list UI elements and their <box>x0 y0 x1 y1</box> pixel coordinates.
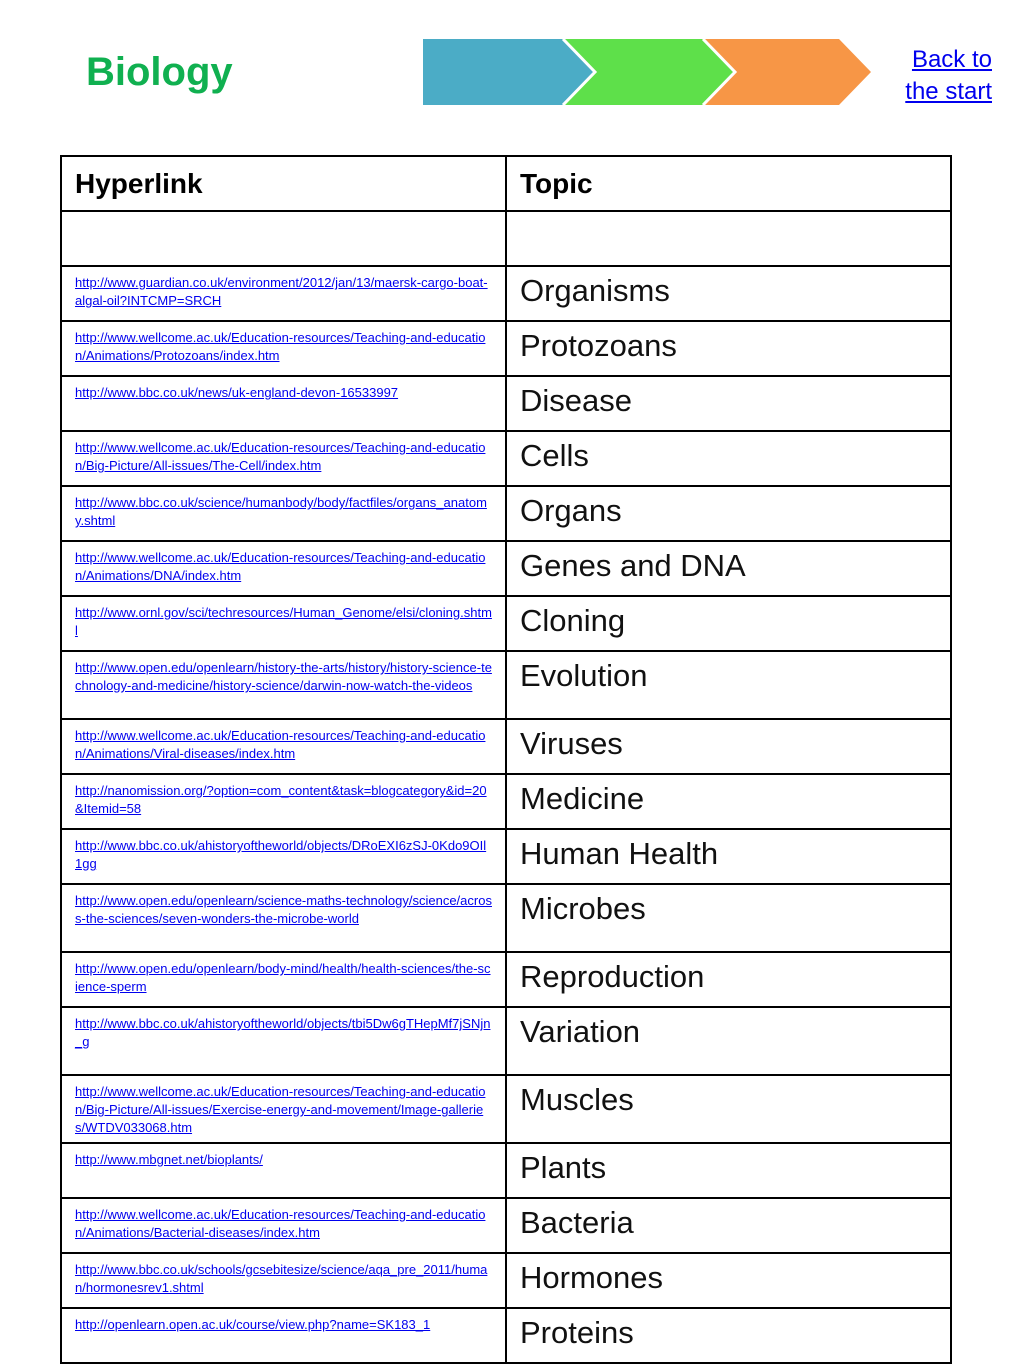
hyperlink-cell[interactable]: http://www.ornl.gov/sci/techresources/Human_Genome/elsi/cloning.shtml <box>61 596 506 651</box>
topic-cell: Organisms <box>506 266 951 321</box>
table-row <box>61 596 951 651</box>
table-row <box>61 774 951 829</box>
table-row <box>61 266 951 321</box>
hyperlink-cell[interactable]: http://www.open.edu/openlearn/science-maths-technology/science/across-the-sciences/seven-wonders-the-microbe-world <box>61 884 506 952</box>
topic-cell: Plants <box>506 1143 951 1198</box>
table-row <box>61 321 951 376</box>
navigation-arrows <box>423 39 871 105</box>
table-row <box>61 1007 951 1075</box>
table-row <box>61 884 951 952</box>
table-row <box>61 829 951 884</box>
page-title: Biology <box>86 50 233 94</box>
table-row <box>61 211 951 266</box>
topic-cell: Organs <box>506 486 951 541</box>
topic-cell: Cells <box>506 431 951 486</box>
table-row <box>61 1075 951 1143</box>
topic-cell: Evolution <box>506 651 951 719</box>
table-body <box>61 211 951 1363</box>
topic-cell: Bacteria <box>506 1198 951 1253</box>
hyperlink-cell[interactable]: http://nanomission.org/?option=com_content&task=blogcategory&id=20&Itemid=58 <box>61 774 506 829</box>
topic-cell: Reproduction <box>506 952 951 1007</box>
table-row <box>61 1143 951 1198</box>
hyperlink-cell[interactable]: http://www.bbc.co.uk/ahistoryoftheworld/objects/DRoEXI6zSJ-0Kdo9OIl1gg <box>61 829 506 884</box>
table-row <box>61 541 951 596</box>
hyperlink-cell[interactable]: http://www.open.edu/openlearn/body-mind/health/health-sciences/the-science-sperm <box>61 952 506 1007</box>
table-row <box>61 1198 951 1253</box>
table-row <box>61 486 951 541</box>
topic-cell: Muscles <box>506 1075 951 1143</box>
topic-cell: Disease <box>506 376 951 431</box>
topic-cell: Proteins <box>506 1308 951 1363</box>
table-row <box>61 952 951 1007</box>
topic-column-header: Topic <box>506 156 951 211</box>
hyperlink-cell[interactable]: http://openlearn.open.ac.uk/course/view.php?name=SK183_1 <box>61 1308 506 1363</box>
hyperlink-cell[interactable]: http://www.bbc.co.uk/ahistoryoftheworld/objects/tbi5Dw6gTHepMf7jSNjn_g <box>61 1007 506 1075</box>
table-row <box>61 651 951 719</box>
back-link-line-1[interactable]: Back to <box>911 46 992 73</box>
table-row <box>61 1253 951 1308</box>
hyperlink-cell[interactable]: http://www.wellcome.ac.uk/Education-resources/Teaching-and-education/Big-Picture/All-issues/The-Cell/index.htm <box>61 431 506 486</box>
table-row <box>61 431 951 486</box>
back-link-line-2[interactable]: the start <box>905 78 992 105</box>
hyperlink-cell[interactable]: http://www.wellcome.ac.uk/Education-resources/Teaching-and-education/Animations/Protozoans/index.htm <box>61 321 506 376</box>
topic-cell: Protozoans <box>506 321 951 376</box>
topic-cell: Medicine <box>506 774 951 829</box>
hyperlink-cell[interactable]: http://www.wellcome.ac.uk/Education-resources/Teaching-and-education/Animations/Viral-diseases/index.htm <box>61 719 506 774</box>
topic-cell: Human Health <box>506 829 951 884</box>
topic-cell <box>506 211 951 266</box>
hyperlink-cell[interactable]: http://www.wellcome.ac.uk/Education-resources/Teaching-and-education/Animations/Bacterial-diseases/index.htm <box>61 1198 506 1253</box>
table-row <box>61 719 951 774</box>
links-table <box>60 155 952 1364</box>
hyperlink-cell[interactable]: http://www.bbc.co.uk/science/humanbody/body/factfiles/organs_anatomy.shtml <box>61 486 506 541</box>
hyperlink-cell[interactable]: http://www.bbc.co.uk/news/uk-england-devon-16533997 <box>61 376 506 431</box>
table-header-row <box>61 156 951 211</box>
arrow-step-1 <box>423 39 595 105</box>
hyperlink-cell <box>61 211 506 266</box>
topic-cell: Viruses <box>506 719 951 774</box>
topic-cell: Cloning <box>506 596 951 651</box>
hyperlink-cell[interactable]: http://www.mbgnet.net/bioplants/ <box>61 1143 506 1198</box>
hyperlink-cell[interactable]: http://www.wellcome.ac.uk/Education-resources/Teaching-and-education/Animations/DNA/index.htm <box>61 541 506 596</box>
hyperlink-cell[interactable]: http://www.guardian.co.uk/environment/2012/jan/13/maersk-cargo-boat-algal-oil?INTCMP=SRCH <box>61 266 506 321</box>
hyperlink-cell[interactable]: http://www.wellcome.ac.uk/Education-resources/Teaching-and-education/Big-Picture/All-issues/Exercise-energy-and-movement/Image-galleries/WTDV033068.htm <box>61 1075 506 1143</box>
topic-cell: Microbes <box>506 884 951 952</box>
table-row <box>61 1308 951 1363</box>
hyperlink-cell[interactable]: http://www.open.edu/openlearn/history-the-arts/history/history-science-technology-and-medicine/history-science/darwin-now-watch-the-videos <box>61 651 506 719</box>
hyperlink-cell[interactable]: http://www.bbc.co.uk/schools/gcsebitesize/science/aqa_pre_2011/human/hormonesrev1.shtml <box>61 1253 506 1308</box>
back-to-start-link[interactable] <box>905 44 992 108</box>
topic-cell: Variation <box>506 1007 951 1075</box>
topic-cell: Hormones <box>506 1253 951 1308</box>
hyperlink-column-header: Hyperlink <box>61 156 506 211</box>
table-row <box>61 376 951 431</box>
topic-cell: Genes and DNA <box>506 541 951 596</box>
